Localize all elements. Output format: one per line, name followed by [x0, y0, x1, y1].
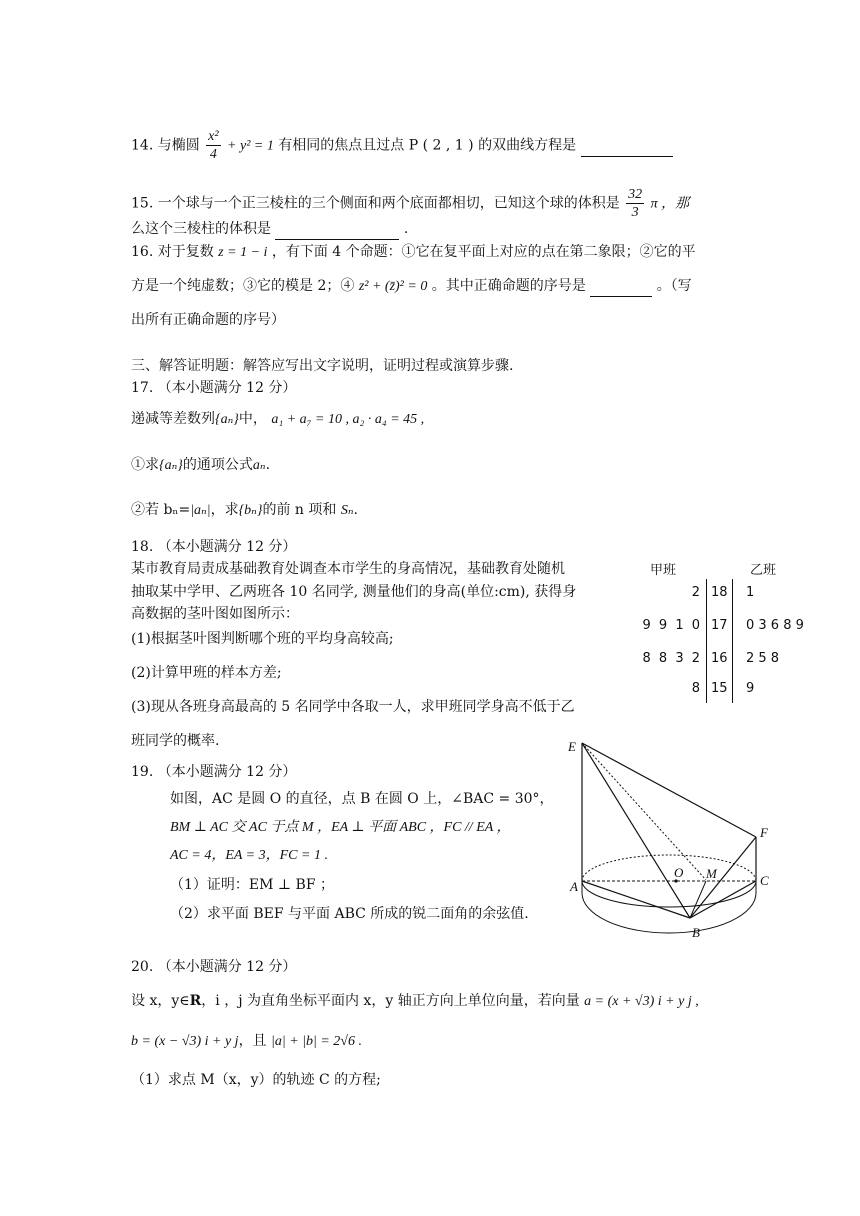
segment-bc — [690, 881, 756, 918]
q14-suffix: 有相同的焦点且过点 P ( 2 , 1 ) 的双曲线方程是 — [278, 137, 577, 154]
q17-item2a: ②若 bₙ= — [131, 502, 191, 518]
q17-line1-expr: a₁ + a₇ = 10 , a₂ · a₄ = 45 , — [271, 412, 425, 427]
stem-divider-left — [706, 579, 707, 703]
q18-line1: 某市教育局责成基础教育处调查本市学生的身高情况，基础教育处随机 — [131, 561, 565, 577]
base-ellipse-back — [582, 855, 756, 881]
q17-item1a: ①求 — [131, 457, 159, 473]
q18-heading: 18. （本小题满分 12 分） — [131, 539, 297, 555]
stem-row-left: 9 9 1 0 — [642, 618, 700, 633]
question-16-line1 — [131, 242, 696, 263]
q17-item1-seq: {aₙ} — [159, 458, 183, 473]
segment-bm — [690, 881, 706, 918]
label-a: A — [570, 879, 578, 894]
q16-line1a: 16. 对于复数 — [131, 244, 214, 260]
q17-line1a: 递减等差数列 — [131, 411, 215, 427]
stem-row-left: 8 — [691, 681, 700, 696]
q18-item3b: 班同学的概率. — [131, 733, 220, 749]
q17-item2 — [131, 500, 358, 521]
q18-item1: (1)根据茎叶图判断哪个班的平均身高较高; — [131, 631, 394, 647]
q16-line1b: ，有下面 4 个命题：①它在复平面上对应的点在第二象限；②它的平 — [271, 244, 696, 260]
q17-line1 — [131, 409, 424, 430]
label-m: M — [706, 866, 717, 881]
q15-answer-blank — [275, 219, 399, 240]
segment-ab — [582, 881, 690, 918]
stem-row-stem: 17 — [711, 618, 728, 633]
q15-frac-num: 32 — [628, 187, 643, 202]
q16-z-expr: z = 1 − i — [218, 245, 268, 260]
q16-line2b: 。其中正确命题的序号是 — [431, 278, 586, 294]
label-e: E — [568, 739, 576, 754]
q15-frac-den: 3 — [631, 205, 639, 220]
q19-line2: BM ⊥ AC 交 AC 于点 M ，EA ⊥ 平面 ABC ，FC // EA ， — [170, 820, 511, 835]
stem-row-right: 2 5 8 — [746, 651, 780, 666]
q17-item2-seq: {bₙ} — [238, 503, 263, 518]
q16-line2c: 。（写 — [656, 278, 692, 294]
stem-row-left: 8 8 3 2 — [642, 651, 700, 666]
q14-fraction — [206, 128, 220, 163]
stem-row-right: 1 — [746, 585, 755, 600]
stem-row-right: 0 3 6 8 9 — [746, 618, 804, 633]
q20-heading: 20. （本小题满分 12 分） — [131, 959, 297, 975]
q17-seq: {aₙ} — [215, 412, 239, 427]
q17-item2-sn: Sₙ — [340, 503, 354, 518]
q15-line2-end: . — [403, 221, 409, 237]
q14-frac-num: x² — [208, 129, 219, 144]
q19-line3: AC = 4，EA = 3，FC = 1 . — [170, 848, 328, 863]
q14-answer-blank — [581, 136, 673, 157]
geometry-figure — [566, 737, 786, 945]
q18-line2: 抽取某中学甲、乙两班各 10 名同学, 测量他们的身高(单位:cm), 获得身 — [131, 584, 577, 600]
question-15-line2 — [131, 219, 408, 240]
q19-item1: （1）证明：EM ⊥ BF ； — [170, 877, 334, 893]
stem-left-title: 甲班 — [650, 563, 677, 578]
q20-real-set: R — [189, 993, 202, 1009]
question-14 — [131, 128, 673, 163]
q18-item2: (2)计算甲班的样本方差; — [131, 665, 282, 681]
question-16-line2 — [131, 276, 692, 297]
q17-item2-abs: |aₙ| — [190, 503, 211, 518]
q15-line2: 么这个三棱柱的体积是 — [131, 221, 271, 237]
q17-item1c: . — [265, 457, 271, 473]
q15-line1: 15. 一个球与一个正三棱柱的三个侧面和两个底面都相切，已知这个球的体积是 — [131, 195, 620, 212]
stem-row-stem: 16 — [711, 651, 728, 666]
q20-line2a: ，且 — [238, 1033, 267, 1049]
label-c: C — [760, 873, 769, 888]
q16-answer-blank — [590, 276, 652, 297]
stem-row-stem: 18 — [711, 585, 728, 600]
q17-item2c: 的前 n 项和 — [262, 502, 337, 518]
label-b: B — [692, 925, 700, 940]
q19-item2: （2）求平面 BEF 与平面 ABC 所成的锐二面角的余弦值. — [170, 906, 529, 922]
q20-vector-b: b = (x − √3) i + y j — [131, 1034, 239, 1049]
q17-heading: 17. （本小题满分 12 分） — [131, 380, 297, 396]
q14-prefix: 14. 与椭圆 — [131, 137, 200, 154]
q17-line1b: 中， — [238, 411, 267, 427]
q17-item2d: . — [353, 502, 358, 518]
question-15-line1 — [131, 186, 689, 221]
stem-divider-right — [732, 579, 733, 703]
q20-line1a: 设 x，y∈ — [131, 993, 190, 1009]
q20-line1 — [131, 991, 699, 1012]
q17-item2b: ，求 — [210, 502, 239, 518]
q20-condition: |a| + |b| = 2√6 . — [271, 1034, 362, 1049]
q16-line2a: 方是一个纯虚数；③它的模是 2；④ — [131, 278, 355, 294]
q15-line1-end: π ，那 — [650, 196, 690, 212]
q20-line2 — [131, 1031, 362, 1052]
q19-line1: 如图，AC 是圆 O 的直径，点 B 在圆 O 上，∠BAC = 30°， — [170, 791, 554, 807]
q20-item1: （1）求点 M（x，y）的轨迹 C 的方程; — [131, 1072, 381, 1088]
stem-leaf-plot — [620, 557, 860, 707]
q16-line2-expr: z² + (z̄)² = 0 — [358, 279, 428, 294]
q17-item1-an: aₙ — [252, 458, 266, 473]
question-16-line3: 出所有正确命题的序号） — [131, 312, 285, 328]
q17-item1 — [131, 455, 270, 476]
q15-fraction — [626, 186, 644, 221]
label-o: O — [674, 865, 684, 880]
q20-vector-a: a = (x + √3) i + y j , — [584, 994, 699, 1009]
q17-item1b: 的通项公式 — [182, 457, 253, 473]
stem-row-right: 9 — [746, 681, 755, 696]
q14-frac-den: 4 — [209, 147, 217, 162]
segment-ef — [582, 743, 756, 837]
stem-row-stem: 15 — [711, 681, 728, 696]
q20-line1b: ，i ，j 为直角坐标平面内 x，y 轴正方向上单位向量，若向量 — [201, 993, 580, 1009]
segment-fb — [690, 837, 756, 918]
label-f: F — [760, 825, 768, 840]
q18-item3a: (3)现从各班身高最高的 5 名同学中各取一人，求甲班同学身高不低于乙 — [131, 699, 575, 715]
q19-heading: 19. （本小题满分 12 分） — [131, 764, 297, 780]
q14-equation: + y² = 1 — [227, 138, 274, 154]
stem-right-title: 乙班 — [750, 563, 777, 578]
stem-row-left: 2 — [691, 585, 700, 600]
q18-line3: 高数据的茎叶图如图所示： — [131, 606, 299, 622]
section-3-heading: 三、解答证明题：解答应写出文字说明，证明过程或演算步骤. — [131, 358, 514, 374]
segment-eb — [582, 743, 690, 918]
segment-em — [582, 743, 706, 880]
